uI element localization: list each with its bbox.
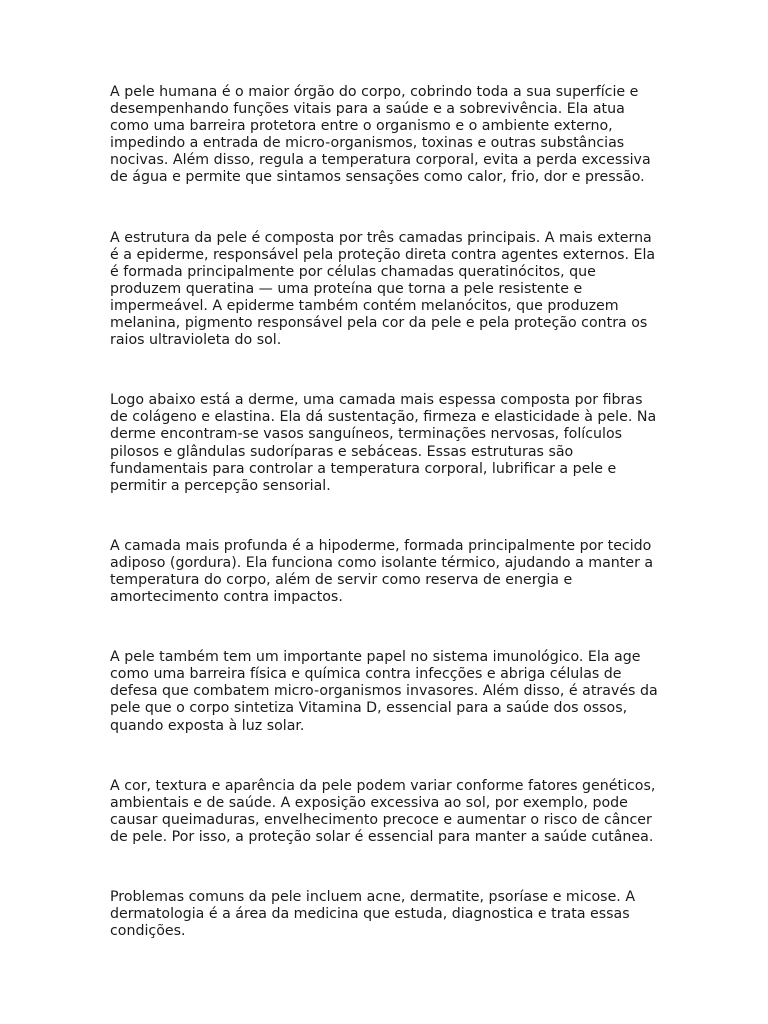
paragraph-intro: A pele humana é o maior órgão do corpo, cobrindo toda a sua superfície e desempenhando funções vitais para a saúde e a sobrevivência. Ela atua como uma barreira protetora entre o organismo e o ambiente externo, impedindo a entrada de micro-organismos, toxinas e outras substâncias nocivas. Além disso, regula a temperatura corporal, evita a perda excessiva de água e permite que sintamos sensações como calor, frio, dor e pressão. bbox=[110, 84, 651, 186]
paragraph-problems: Problemas comuns da pele incluem acne, dermatite, psoríase e micose. A dermatologia é a área da medicina que estuda, diagnostica e trata essas condições. bbox=[110, 889, 636, 940]
paragraph-appearance: A cor, textura e aparência da pele podem variar conforme fatores genéticos, ambientais e de saúde. A exposição excessiva ao sol, por exemplo, pode causar queimaduras, envelhecimento precoce e aumentar o risco de câncer de pele. Por isso, a proteção solar é essencial para manter a saúde cutânea. bbox=[110, 777, 656, 845]
paragraph-dermis: Logo abaixo está a derme, uma camada mais espessa composta por fibras de colágeno e elastina. Ela dá sustentação, firmeza e elasticidade à pele. Na derme encontram-se vasos sanguíneos, terminações nervosas, folículos pilosos e glândulas sudoríparas e sebáceas. Essas estruturas são fundamentais para controlar a temperatura corporal, lubrificar a pele e permitir a percepção sensorial. bbox=[110, 392, 657, 494]
paragraph-immune-role: A pele também tem um importante papel no sistema imunológico. Ela age como uma barreira física e química contra infecções e abriga células de defesa que combatem micro-organismos invasores. Além disso, é através da pele que o corpo sintetiza Vitamina D, essencial para a saúde dos ossos, quando exposta à luz solar. bbox=[110, 649, 658, 734]
paragraph-hypodermis: A camada mais profunda é a hipoderme, formada principalmente por tecido adiposo (gordura). Ela funciona como isolante térmico, ajudando a manter a temperatura do corpo, além de servir como reserva de energia e amortecimento contra impactos. bbox=[110, 537, 654, 606]
paragraph-structure-epidermis: A estrutura da pele é composta por três camadas principais. A mais externa é a epiderme, responsável pela proteção direta contra agentes externos. Ela é formada principalmente por células chamadas queratinócitos, que produzem queratina — uma proteína que torna a pele resistente e impermeável. A epiderme também contém melanócitos, que produzem melanina, pigmento responsável pela cor da pele e pela proteção contra os raios ultravioleta do sol. bbox=[110, 229, 656, 349]
document-body bbox=[110, 84, 662, 983]
